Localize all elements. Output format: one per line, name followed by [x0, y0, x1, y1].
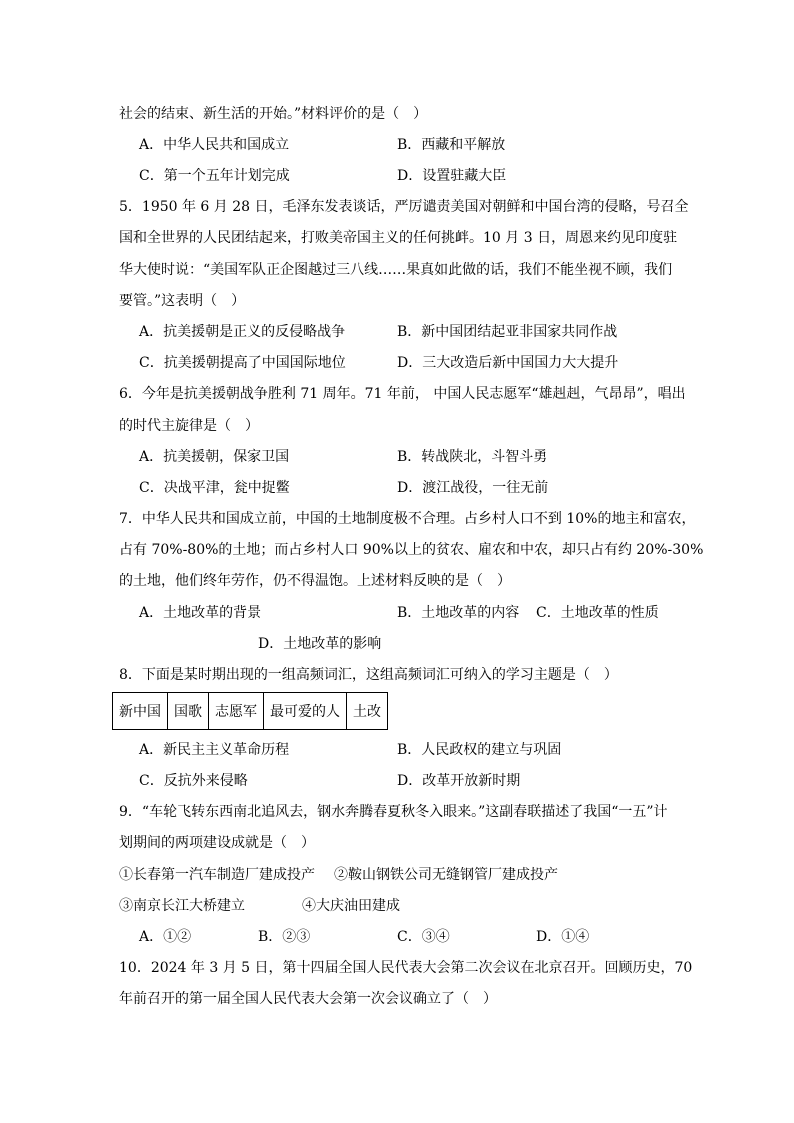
q7-stem-line-3: 的土地，他们终年劳作，仍不得温饱。上述材料反映的是（ ）	[119, 573, 511, 589]
q7-stem-line-2: 占有 70%-80%的土地；而占乡村人口 90%以上的贫农、雇农和中农，却只占有约 20%-30%	[119, 542, 704, 558]
q10-stem-line-2: 年前召开的第一届全国人民代表大会第一次会议确立了（ ）	[119, 991, 497, 1007]
q6-option-b[interactable]: B．转战陕北，斗智斗勇	[397, 449, 548, 465]
q8-option-a[interactable]: A．新民主主义革命历程	[139, 742, 290, 758]
q6-option-c[interactable]: C．决战平津，瓮中捉鳖	[139, 480, 290, 496]
q5-option-d[interactable]: D．三大改造后新中国国力大大提升	[397, 355, 619, 371]
q4-option-a[interactable]: A．中华人民共和国成立	[139, 137, 290, 153]
q10-stem-line-1: 10．2024 年 3 月 5 日，第十四届全国人民代表大会第二次会议在北京召开。回顾历史，70	[119, 960, 693, 976]
q5-stem-line-4: 要管。”这表明（ ）	[119, 293, 246, 309]
word-cell: 最可爱的人	[264, 693, 347, 730]
q5-option-c[interactable]: C．抗美援朝提高了中国国际地位	[139, 355, 346, 371]
q7-option-a[interactable]: A．土地改革的背景	[139, 605, 262, 621]
q4-option-d[interactable]: D．设置驻藏大臣	[397, 168, 507, 184]
q9-option-d[interactable]: D．①④	[536, 929, 590, 945]
q9-item-1: ①长春第一汽车制造厂建成投产	[119, 867, 315, 883]
q7-stem-line-1: 7．中华人民共和国成立前，中国的土地制度极不合理。占乡村人口不到 10%的地主和富农，	[119, 511, 696, 527]
q9-stem-line-2: 划期间的两项建设成就是（ ）	[119, 835, 315, 851]
q6-option-d[interactable]: D．渡江战役，一往无前	[397, 480, 549, 496]
q5-stem-line-3: 华大使时说：“美国军队正企图越过三八线……果真如此做的话，我们不能坐视不顾，我们	[119, 262, 673, 278]
q5-option-a[interactable]: A．抗美援朝是正义的反侵略战争	[139, 324, 346, 340]
q7-option-c[interactable]: C．土地改革的性质	[536, 605, 659, 621]
q9-item-4: ④大庆油田建成	[302, 898, 400, 914]
word-cell: 土改	[347, 693, 388, 730]
q9-stem-line-1: 9．“车轮飞转东西南北追风去，钢水奔腾春夏秋冬入眼来。”这副春联描述了我国“一五”计	[119, 804, 668, 820]
q9-option-b[interactable]: B．②③	[258, 929, 311, 945]
word-cell: 志愿军	[209, 693, 264, 730]
q9-option-c[interactable]: C．③④	[397, 929, 450, 945]
q6-option-a[interactable]: A．抗美援朝，保家卫国	[139, 449, 290, 465]
q7-option-b[interactable]: B．土地改革的内容	[397, 605, 520, 621]
q8-stem: 8．下面是某时期出现的一组高频词汇，这组高频词汇可纳入的学习主题是（ ）	[119, 667, 618, 683]
q8-option-c[interactable]: C．反抗外来侵略	[139, 773, 248, 789]
q5-stem-line-1: 5．1950 年 6 月 28 日，毛泽东发表谈话，严厉谴责美国对朝鲜和中国台湾的侵略，号召全	[119, 199, 689, 215]
q4-option-b[interactable]: B．西藏和平解放	[397, 137, 506, 153]
q9-option-a[interactable]: A．①②	[139, 929, 192, 945]
q6-stem-line-2: 的时代主旋律是（ ）	[119, 418, 259, 434]
q9-item-2: ②鞍山钢铁公司无缝钢管厂建成投产	[334, 867, 558, 883]
table-row	[113, 693, 388, 730]
q9-item-3: ③南京长江大桥建立	[119, 898, 245, 914]
q5-option-b[interactable]: B．新中国团结起亚非国家共同作战	[397, 324, 618, 340]
q7-option-d[interactable]: D．土地改革的影响	[258, 636, 382, 652]
q8-option-b[interactable]: B．人民政权的建立与巩固	[397, 742, 562, 758]
q6-stem-line-1: 6．今年是抗美援朝战争胜利 71 周年。71 年前， 中国人民志愿军“雄赳赳，气昂昂”，唱出	[119, 386, 686, 402]
word-cell: 国歌	[168, 693, 209, 730]
q4-option-c[interactable]: C．第一个五年计划完成	[139, 168, 290, 184]
q5-stem-line-2: 国和全世界的人民团结起来，打败美帝国主义的任何挑衅。10 月 3 日，周恩来约见印度驻	[119, 230, 678, 246]
q8-word-table	[112, 692, 388, 730]
q8-option-d[interactable]: D．改革开放新时期	[397, 773, 521, 789]
word-cell: 新中国	[113, 693, 168, 730]
q4-stem: 社会的结束、新生活的开始。”材料评价的是（ ）	[119, 106, 428, 122]
